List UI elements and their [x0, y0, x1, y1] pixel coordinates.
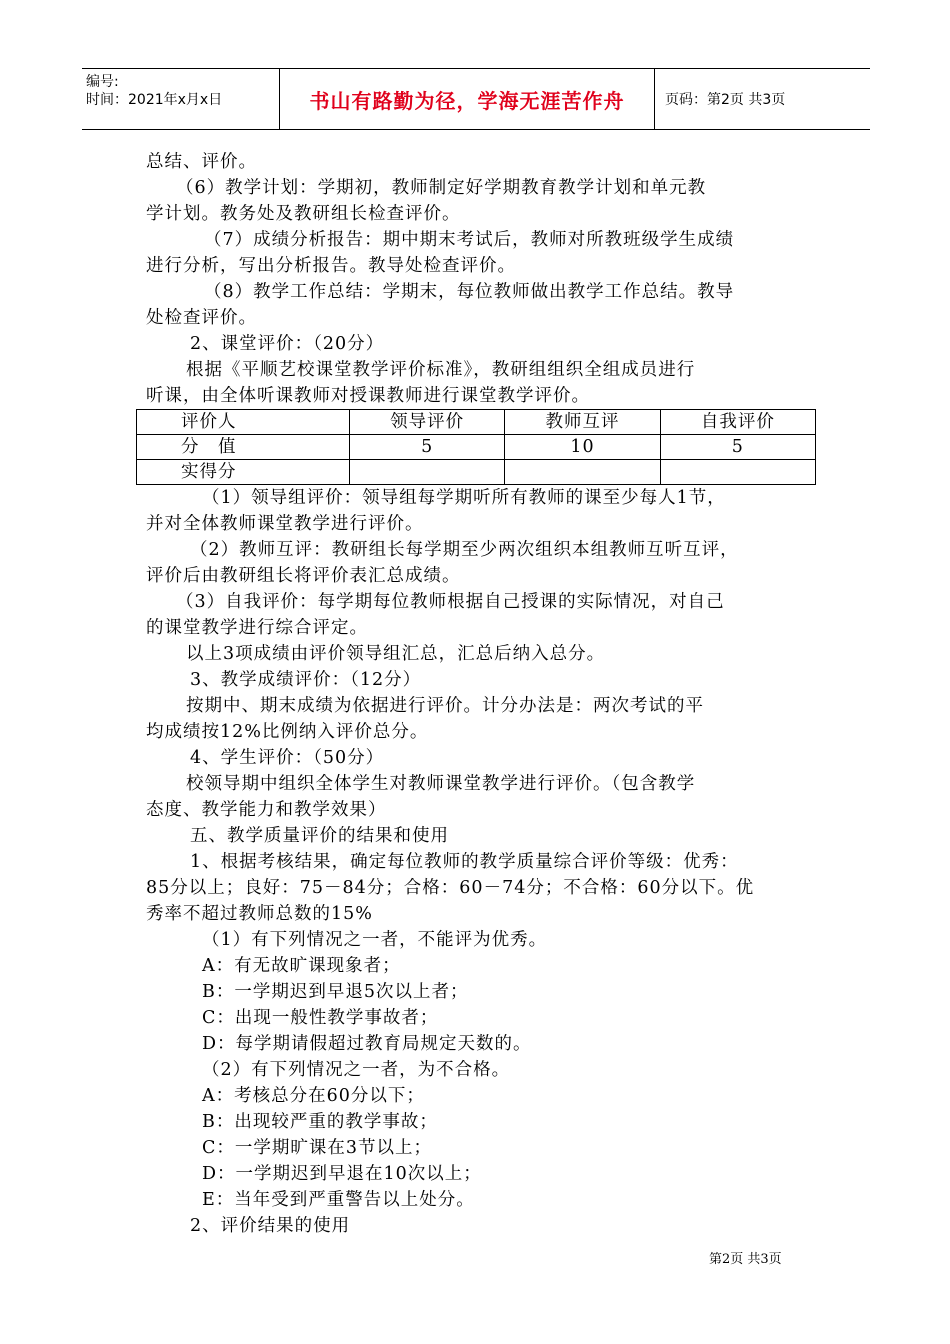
list-item: B：一学期迟到早退5次以上者； [202, 982, 469, 1002]
evaluation-table [136, 409, 816, 485]
paragraph-line: 85分以上；良好：75－84分；合格：60－74分；不合格：60分以下。优 [146, 878, 755, 898]
table-row [137, 435, 816, 460]
list-item: E：当年受到严重警告以上处分。 [202, 1190, 475, 1210]
table-cell: 5 [660, 435, 815, 460]
paragraph-line: 均成绩按12%比例纳入评价总分。 [146, 722, 429, 742]
paragraph-line: 并对全体教师课堂教学进行评价。 [146, 514, 424, 534]
list-item: C：一学期旷课在3节以上； [202, 1138, 433, 1158]
table-row [137, 410, 816, 435]
list-item: B：出现较严重的教学事故； [202, 1112, 438, 1132]
list-item: A：有无故旷课现象者； [202, 956, 401, 976]
time-label: 时间：2021年x月x日 [86, 92, 223, 108]
paragraph-line: 评价后由教研组长将评价表汇总成绩。 [146, 566, 461, 586]
page-footer: 第2页 共3页 [709, 1252, 782, 1267]
header-meta [82, 69, 280, 129]
table-cell: 自我评价 [660, 410, 815, 435]
section-heading: 4、学生评价：（50分） [190, 748, 385, 768]
paragraph-line: 按期中、期末成绩为依据进行评价。计分办法是：两次考试的平 [186, 696, 704, 716]
header-page-label: 页码：第2页 共3页 [665, 92, 786, 108]
list-item: A：考核总分在60分以下； [202, 1086, 425, 1106]
paragraph-line: 校领导期中组织全体学生对教师课堂教学进行评价。（包含教学 [186, 774, 696, 794]
list-item: D：每学期请假超过教育局规定天数的。 [202, 1034, 532, 1054]
section-heading: 五、教学质量评价的结果和使用 [190, 826, 449, 846]
paragraph-line: 处检查评价。 [146, 308, 257, 328]
list-item: D：一学期迟到早退在10次以上； [202, 1164, 482, 1184]
table-cell: 教师互评 [505, 410, 660, 435]
table-cell: 实得分 [137, 460, 350, 485]
paragraph-line: 进行分析，写出分析报告。教导处检查评价。 [146, 256, 516, 276]
page-header [82, 68, 870, 130]
paragraph-line: （7）成绩分析报告：期中期末考试后，教师对所教班级学生成绩 [204, 230, 735, 250]
paragraph-line: 态度、教学能力和教学效果） [146, 800, 387, 820]
number-label: 编号: [86, 74, 119, 90]
paragraph-line: 总结、评价。 [146, 152, 257, 172]
paragraph-line: （8）教学工作总结：学期末，每位教师做出教学工作总结。教导 [204, 282, 735, 302]
table-cell: 评价人 [137, 410, 350, 435]
paragraph-line: （6）教学计划：学期初，教师制定好学期教育教学计划和单元教 [176, 178, 707, 198]
paragraph-line: （2）教师互评：教研组长每学期至少两次组织本组教师互听互评， [190, 540, 739, 560]
table-cell: 领导评价 [350, 410, 505, 435]
paragraph-line: 根据《平顺艺校课堂教学评价标准》，教研组组织全组成员进行 [186, 360, 696, 380]
table-cell: 10 [505, 435, 660, 460]
list-heading: （1）有下列情况之一者，不能评为优秀。 [202, 930, 548, 950]
header-motto: 书山有路勤为径，学海无涯苦作舟 [280, 69, 655, 129]
paragraph-line: （1）领导组评价：领导组每学期听所有教师的课至少每人1节， [202, 488, 726, 508]
paragraph-line: 1、根据考核结果，确定每位教师的教学质量综合评价等级：优秀： [190, 852, 739, 872]
section-heading: 2、课堂评价：（20分） [190, 334, 385, 354]
document-body [146, 149, 810, 1239]
table-cell: 分 值 [137, 435, 350, 460]
paragraph-line: 秀率不超过教师总数的15% [146, 904, 373, 924]
section-heading: 2、评价结果的使用 [190, 1216, 351, 1236]
table-cell [505, 460, 660, 485]
table-row [137, 460, 816, 485]
table-cell: 5 [350, 435, 505, 460]
list-heading: （2）有下列情况之一者，为不合格。 [202, 1060, 511, 1080]
paragraph-line: 听课，由全体听课教师对授课教师进行课堂教学评价。 [146, 386, 590, 406]
paragraph-line: 以上3项成绩由评价领导组汇总，汇总后纳入总分。 [186, 644, 606, 664]
list-item: C：出现一般性教学事故者； [202, 1008, 439, 1028]
paragraph-line: 的课堂教学进行综合评定。 [146, 618, 368, 638]
paragraph-line: （3）自我评价：每学期每位教师根据自己授课的实际情况，对自己 [176, 592, 725, 612]
paragraph-line: 学计划。教务处及教研组长检查评价。 [146, 204, 461, 224]
table-cell [350, 460, 505, 485]
section-heading: 3、教学成绩评价：（12分） [190, 670, 422, 690]
table-cell [660, 460, 815, 485]
